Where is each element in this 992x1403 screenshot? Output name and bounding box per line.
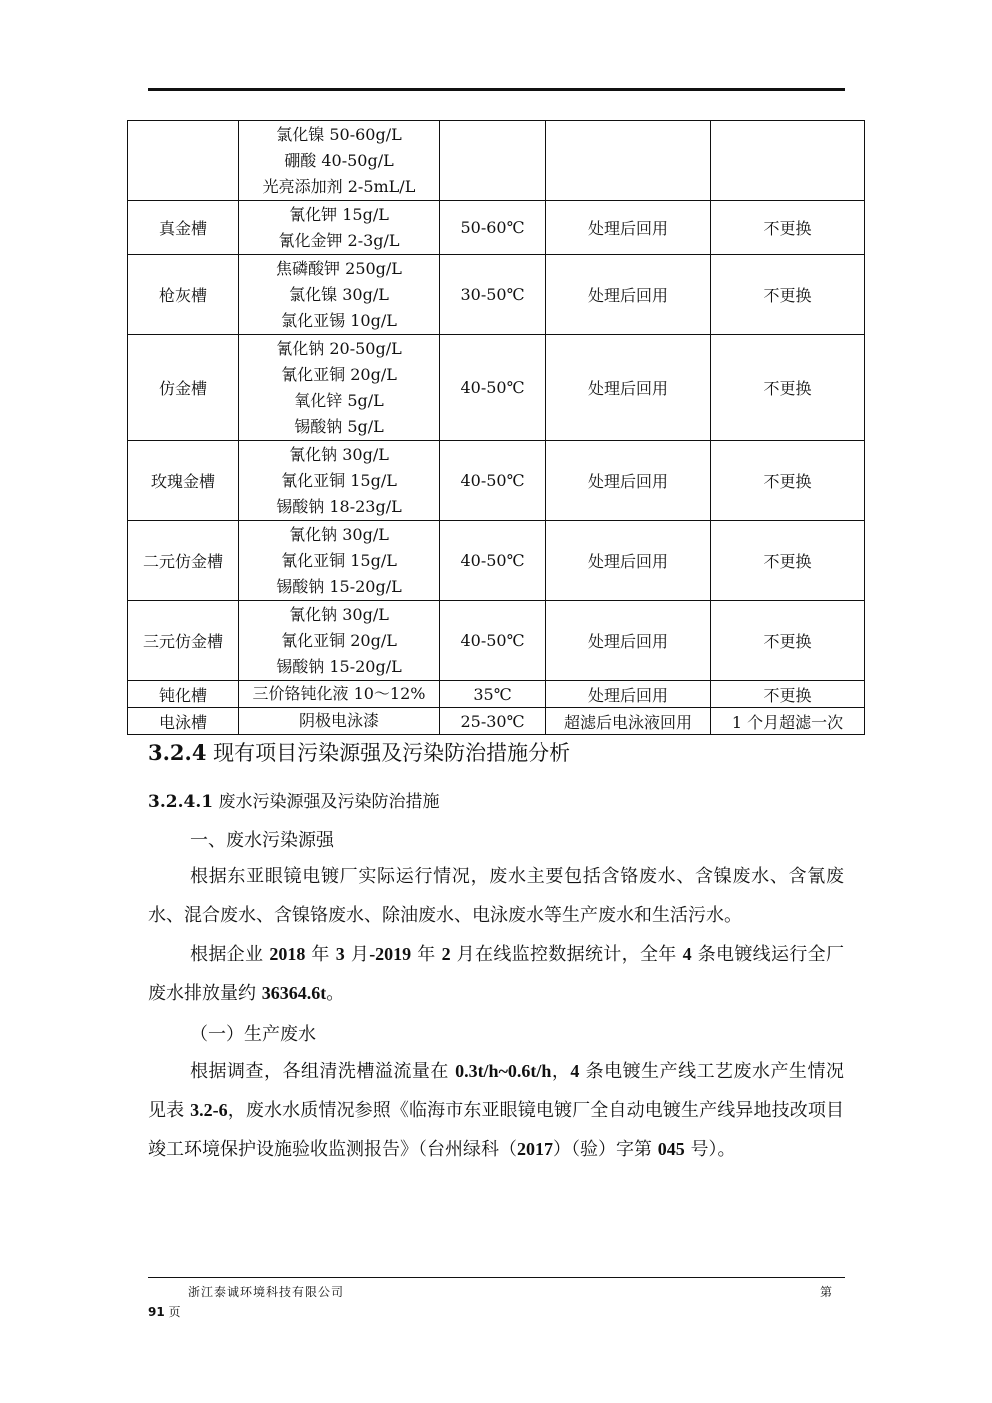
cell-solution — [239, 201, 440, 255]
cell-solution — [239, 601, 440, 681]
cell-tank-name: 玫瑰金槽 — [128, 441, 239, 521]
cell-replacement: 不更换 — [711, 335, 865, 441]
cell-tank-name: 真金槽 — [128, 201, 239, 255]
cell-tank-name: 电泳槽 — [128, 708, 239, 735]
cell-solution — [239, 121, 440, 201]
cell-tank-name: 三元仿金槽 — [128, 601, 239, 681]
solution-line: 锡酸钠 18-23g/L — [276, 496, 402, 516]
cell-disposal: 处理后回用 — [546, 255, 711, 335]
footer-page-prefix: 第 — [820, 1285, 833, 1299]
table-row — [128, 521, 865, 601]
paragraph-discharge-volume: 根据企业 2018 年 3 月-2019 年 2 月在线监控数据统计，全年 4 条电镀线运行全厂废水排放量约 36364.6t。 — [148, 944, 844, 1004]
solution-line: 锡酸钠 15-20g/L — [276, 576, 402, 596]
cell-solution — [239, 441, 440, 521]
table-row — [128, 441, 865, 521]
cell-tank-name: 仿金槽 — [128, 335, 239, 441]
cell-temperature: 30-50℃ — [440, 255, 546, 335]
solution-line: 焦磷酸钾 250g/L — [276, 258, 402, 278]
header-rule — [148, 88, 845, 91]
cell-temperature: 35℃ — [440, 681, 546, 708]
solution-line: 氰化钠 30g/L — [289, 444, 389, 464]
solution-line: 氰化钠 30g/L — [289, 524, 389, 544]
solution-line: 氰化亚铜 20g/L — [281, 630, 397, 650]
solution-line: 氰化钠 20-50g/L — [276, 338, 402, 358]
cell-replacement — [711, 121, 865, 201]
table-row — [128, 335, 865, 441]
cell-tank-name: 枪灰槽 — [128, 255, 239, 335]
cell-solution — [239, 681, 440, 708]
cell-replacement: 不更换 — [711, 441, 865, 521]
cell-temperature: 50-60℃ — [440, 201, 546, 255]
cell-temperature — [440, 121, 546, 201]
cell-replacement: 不更换 — [711, 521, 865, 601]
solution-line: 氧化锌 5g/L — [294, 390, 384, 410]
cell-solution — [239, 708, 440, 735]
cell-disposal: 处理后回用 — [546, 521, 711, 601]
cell-temperature: 25-30℃ — [440, 708, 546, 735]
cell-disposal: 超滤后电泳液回用 — [546, 708, 711, 735]
solution-line: 三价铬钝化液 10～12% — [252, 684, 426, 703]
solution-line: 光亮添加剂 2-5mL/L — [262, 176, 416, 196]
footer-company: 浙江泰诚环境科技有限公司 — [188, 1285, 345, 1299]
table-row — [128, 708, 865, 735]
plating-bath-table — [127, 120, 865, 735]
solution-line: 硼酸 40-50g/L — [284, 150, 394, 170]
solution-line: 阴极电泳漆 — [298, 711, 379, 730]
heading-wastewater-source: 一、废水污染源强 — [190, 830, 334, 851]
table-row — [128, 601, 865, 681]
cell-disposal — [546, 121, 711, 201]
cell-replacement: 1 个月超滤一次 — [711, 708, 865, 735]
solution-line: 氰化亚铜 15g/L — [281, 470, 397, 490]
paragraph-overflow-rate: 根据调查，各组清洗槽溢流量在 0.3t/h~0.6t/h，4 条电镀生产线工艺废水产生情况见表 3.2-6，废水水质情况参照《临海市东亚眼镜电镀厂全自动电镀生产线异地技改项目竣工环境保护设施验收监测报告》（台州绿科（2017）（验）字第 045 号）。 — [148, 1061, 844, 1160]
cell-disposal: 处理后回用 — [546, 681, 711, 708]
cell-tank-name — [128, 121, 239, 201]
cell-solution — [239, 521, 440, 601]
table-row — [128, 121, 865, 201]
solution-line: 氯化镍 30g/L — [289, 284, 389, 304]
paragraph-wastewater-types: 根据东亚眼镜电镀厂实际运行情况，废水主要包括含铬废水、含镍废水、含氰废水、混合废水、含镍铬废水、除油废水、电泳废水等生产废水和生活污水。 — [148, 866, 844, 926]
section-heading: 3.2.4 现有项目污染源强及污染防治措施分析 — [148, 740, 571, 765]
table-row — [128, 255, 865, 335]
cell-solution — [239, 335, 440, 441]
table-row — [128, 681, 865, 708]
solution-line: 氯化镍 50-60g/L — [276, 124, 402, 144]
cell-disposal: 处理后回用 — [546, 441, 711, 521]
cell-temperature: 40-50℃ — [440, 335, 546, 441]
footer-page-number: 91 页 — [148, 1305, 181, 1319]
cell-tank-name: 钝化槽 — [128, 681, 239, 708]
cell-replacement: 不更换 — [711, 255, 865, 335]
footer-rule — [148, 1277, 845, 1278]
solution-line: 锡酸钠 15-20g/L — [276, 656, 402, 676]
cell-disposal: 处理后回用 — [546, 201, 711, 255]
cell-replacement: 不更换 — [711, 201, 865, 255]
cell-temperature: 40-50℃ — [440, 441, 546, 521]
cell-replacement: 不更换 — [711, 681, 865, 708]
solution-line: 锡酸钠 5g/L — [294, 416, 384, 436]
solution-line: 氰化亚铜 20g/L — [281, 364, 397, 384]
subsection-heading: 3.2.4.1 废水污染源强及污染防治措施 — [148, 792, 440, 812]
solution-line: 氰化钾 15g/L — [289, 204, 389, 224]
cell-replacement: 不更换 — [711, 601, 865, 681]
cell-disposal: 处理后回用 — [546, 335, 711, 441]
cell-tank-name: 二元仿金槽 — [128, 521, 239, 601]
table-row — [128, 201, 865, 255]
solution-line: 氰化金钾 2-3g/L — [278, 230, 400, 250]
cell-temperature: 40-50℃ — [440, 601, 546, 681]
solution-line: 氰化钠 30g/L — [289, 604, 389, 624]
cell-temperature: 40-50℃ — [440, 521, 546, 601]
solution-line: 氯化亚锡 10g/L — [281, 310, 397, 330]
solution-line: 氰化亚铜 15g/L — [281, 550, 397, 570]
cell-solution — [239, 255, 440, 335]
heading-production-wastewater: （一）生产废水 — [190, 1024, 316, 1045]
cell-disposal: 处理后回用 — [546, 601, 711, 681]
